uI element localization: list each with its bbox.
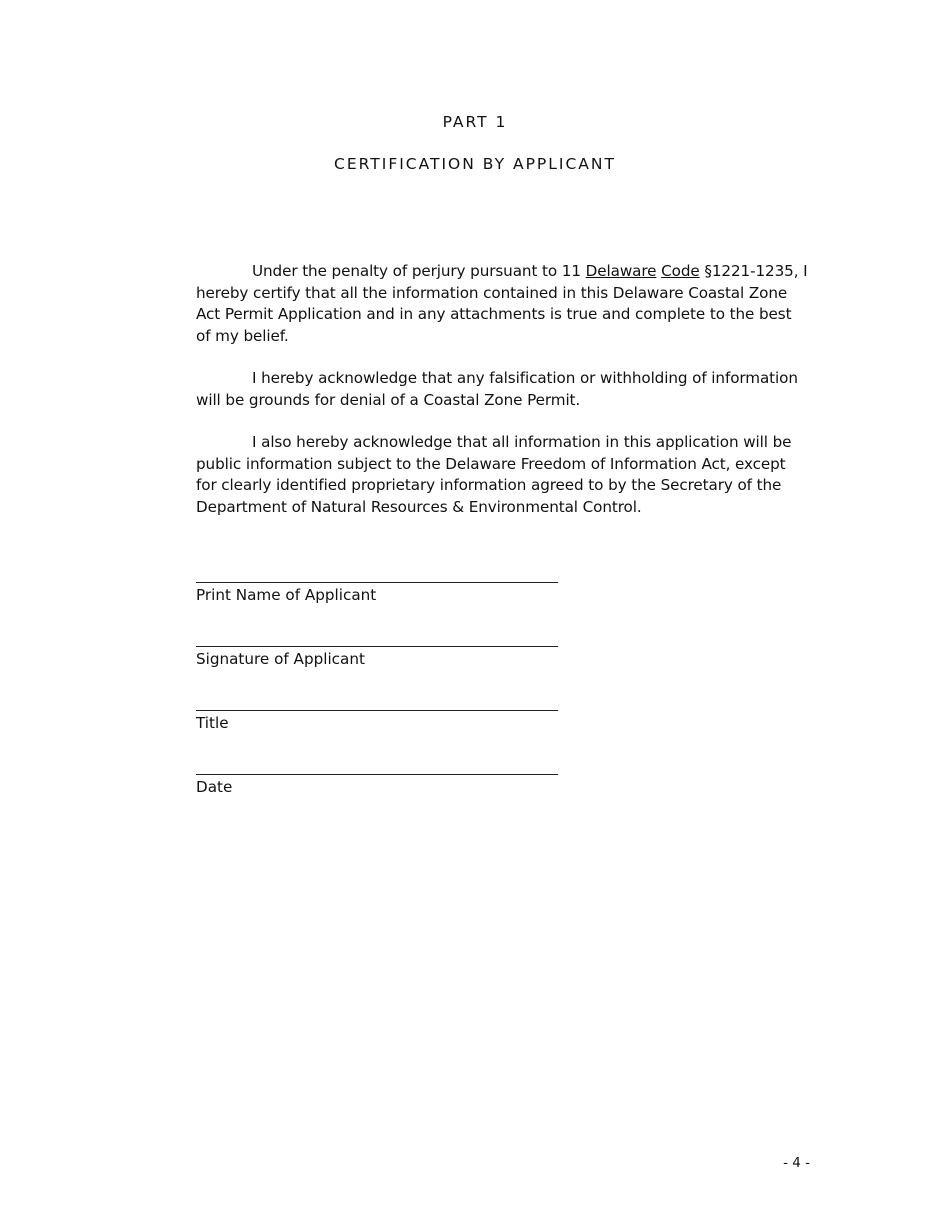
date-label: Date (196, 778, 233, 796)
perjury-text-start: Under the penalty of perjury pursuant to 11 (252, 262, 586, 280)
page-number: - 4 - (783, 1155, 810, 1171)
perjury-text-end: §1221-1235, I hereby certify that all the information contained in this Delaware Coastal Zone Act Permit Application and in any attachments is true and complete to the best of my belief. (196, 262, 808, 345)
part-heading: PART 1 (442, 113, 508, 131)
date-field (196, 760, 596, 798)
public-information-paragraph (196, 432, 808, 518)
certification-heading: CERTIFICATION BY APPLICANT (334, 155, 616, 173)
public-information-text: I also hereby acknowledge that all information in this application will be public information subject to the Delaware Freedom of Information Act, except for clearly identified proprietary information agreed to by the Secretary of the Department of Natural Resources & Environmental Control. (196, 433, 792, 516)
falsification-paragraph (196, 368, 808, 411)
falsification-text: I hereby acknowledge that any falsification or withholding of information will be grounds for denial of a Coastal Zone Permit. (196, 369, 798, 409)
delaware-underlined: Delaware (585, 262, 657, 280)
title-label: Title (196, 714, 229, 732)
signature-label: Signature of Applicant (196, 650, 365, 668)
print-name-field (196, 568, 596, 606)
signature-field (196, 632, 596, 670)
print-name-line[interactable] (196, 568, 558, 583)
date-line[interactable] (196, 760, 558, 775)
perjury-paragraph (196, 261, 808, 347)
title-line[interactable] (196, 696, 558, 711)
code-underlined: Code (661, 262, 700, 280)
title-field (196, 696, 596, 734)
print-name-label: Print Name of Applicant (196, 586, 377, 604)
signature-line[interactable] (196, 632, 558, 647)
